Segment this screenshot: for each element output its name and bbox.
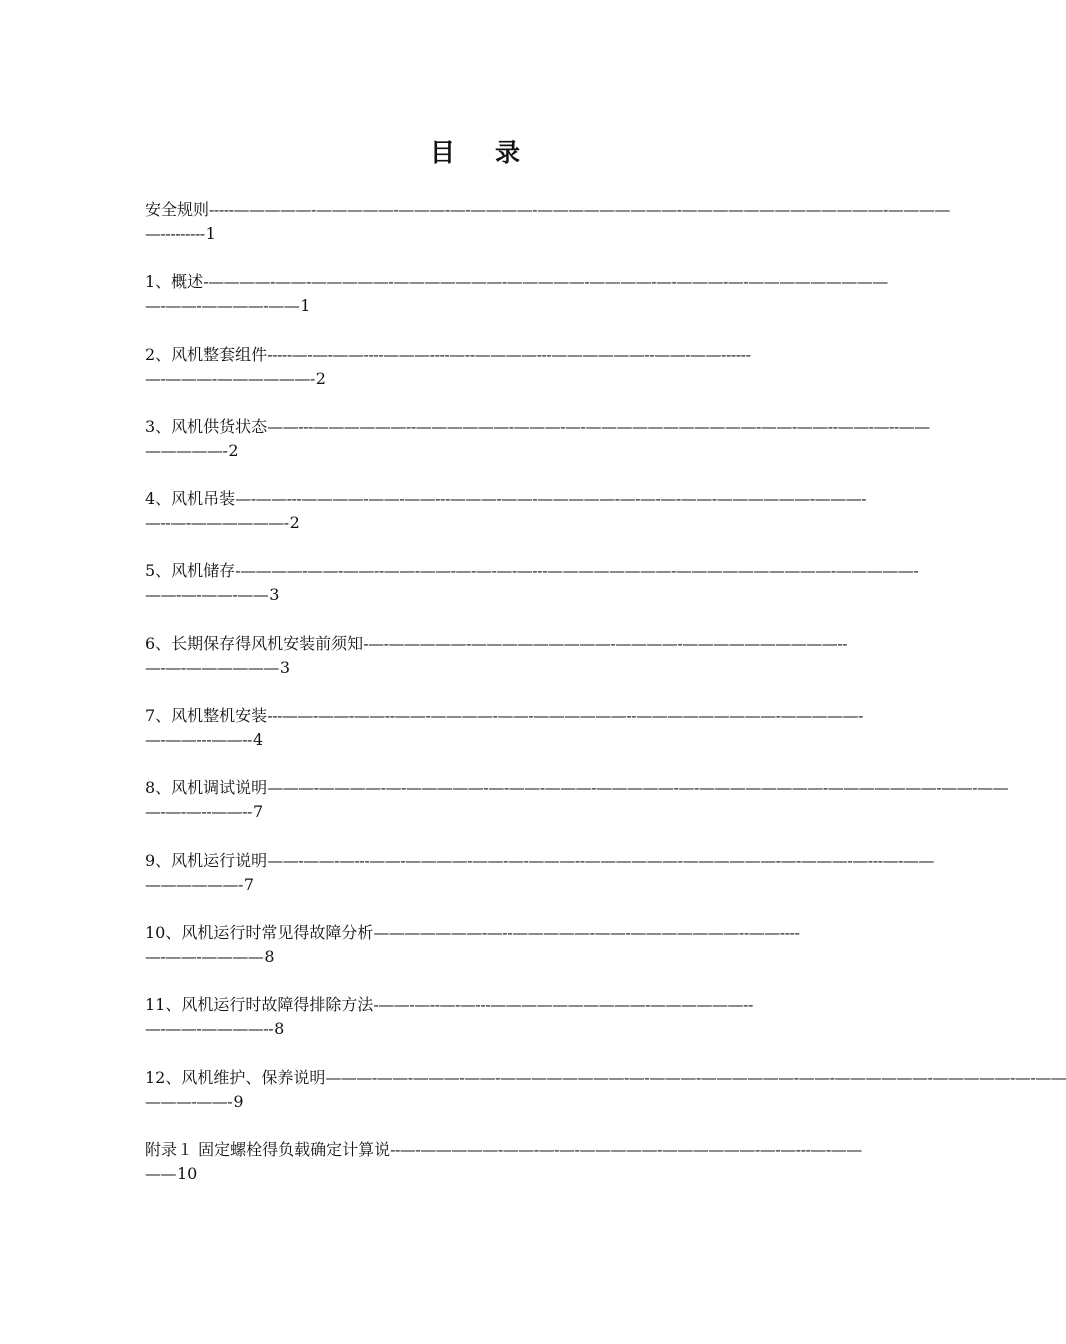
toc-leader: —-—-—————— — [145, 657, 279, 677]
toc-entry-label: 9、风机运行说明 — [145, 850, 268, 870]
toc-entry-label: 8、风机调试说明 — [145, 778, 268, 798]
toc-leader: ——---——————--——————-———-—-———————————-——-——--——-—--—— — [267, 416, 930, 436]
toc-entry-line — [145, 945, 810, 969]
toc-entry-line — [145, 800, 810, 824]
toc-page-number: 9 — [233, 1091, 244, 1111]
toc-page-number: 10 — [177, 1163, 198, 1183]
toc-entry-line — [145, 704, 863, 728]
toc-page-number: 3 — [269, 585, 280, 605]
toc-entry-label: 3、风机供货状态 — [145, 416, 268, 436]
toc-leader: —————- — [145, 440, 228, 460]
toc-leader: —--—-——————- — [145, 513, 289, 533]
toc-leader: -----—-—-——----———----—--————---——————--——-——------ — [267, 344, 751, 364]
toc-entry-label: 1、概述 — [145, 272, 204, 292]
toc-leader: ———————-—--—————-——-———————--——---- — [373, 922, 800, 942]
toc-entry-line — [145, 728, 810, 752]
toc-entry-line — [145, 222, 810, 246]
toc-entry-hoisting[interactable] — [145, 487, 866, 559]
toc-page-number: 7 — [252, 802, 264, 822]
toc-entry-line — [145, 439, 810, 463]
toc-leader: -————-——-——--——-——-—-—-—-—---————————-——————————-—————- — [235, 561, 919, 581]
toc-page-number: 1 — [205, 224, 216, 243]
toc-entry-installation[interactable] — [145, 704, 863, 776]
title-char-1: 目 — [429, 138, 455, 167]
toc-entry-line — [145, 583, 810, 607]
toc-entry-line — [145, 487, 866, 511]
toc-page-number: 8 — [264, 946, 275, 966]
toc-entry-line — [145, 270, 888, 294]
toc-entry-delivery-state[interactable] — [145, 415, 930, 487]
toc-entry-line — [145, 511, 810, 535]
toc-leader: -—-—————-—————————-————-——————————-- — [363, 633, 848, 653]
toc-entry-line — [145, 1066, 1066, 1090]
toc-entry-line — [145, 198, 950, 222]
toc-entry-troubleshooting[interactable] — [145, 993, 810, 1065]
toc-leader: —-——-———— — [145, 946, 264, 966]
toc-leader: —-———-——————- — [145, 368, 315, 388]
toc-entry-maintenance[interactable] — [145, 1066, 1066, 1138]
toc-leader: ——————- — [145, 874, 243, 894]
toc-entry-fan-components[interactable] — [145, 343, 810, 415]
toc-page-number: 1 — [300, 296, 311, 316]
toc-entry-label: 安全规则 — [145, 200, 210, 219]
toc-leader: —-——-————-- — [145, 1019, 274, 1039]
title-char-2: 录 — [495, 138, 521, 167]
toc-leader: —— — [145, 1163, 176, 1183]
toc-entry-label: 2、风机整套组件 — [145, 344, 268, 364]
toc-entry-storage[interactable] — [145, 559, 919, 631]
toc-entry-line — [145, 559, 919, 583]
toc-entry-label: 附录１ 固定螺栓得负载确定计算说 — [145, 1139, 391, 1159]
toc-entry-fault-analysis[interactable] — [145, 921, 810, 993]
toc-entry-line — [145, 415, 930, 439]
toc-entry-line — [145, 367, 810, 391]
toc-leader: ———-——-———-——-————————-—-———-——————-——-——————-—————-—-—— — [325, 1067, 1066, 1087]
toc-entry-label: 4、风机吊装 — [145, 489, 236, 509]
toc-page-number: 7 — [243, 874, 255, 894]
toc-page-number: 2 — [289, 513, 300, 533]
toc-leader: -————-——-—————-———————-—————-————-—-———-—-————————— — [203, 272, 888, 292]
toc-entry-operation[interactable] — [145, 849, 934, 921]
toc-leader: --—-—————-——-—-—-—————-——————-—-—---—-—— — [390, 1139, 862, 1159]
toc-entry-line — [145, 343, 810, 367]
toc-leader: —-——-————-—— — [145, 296, 300, 316]
toc-leader: —-——---——-- — [145, 730, 252, 750]
toc-entry-line — [145, 776, 1009, 800]
toc-entry-line — [145, 993, 810, 1017]
toc-entry-label: 6、长期保存得风机安装前须知 — [145, 633, 364, 653]
toc-entry-line — [145, 1017, 810, 1041]
toc-page-number: 3 — [279, 657, 290, 677]
toc-entry-label: 7、风机整机安装 — [145, 706, 268, 726]
toc-entry-label: 12、风机维护、保养说明 — [145, 1067, 326, 1087]
toc-entry-line — [145, 849, 934, 873]
toc-leader: ---——-——-——--——-————-——-——————--—————————-—————- — [267, 706, 863, 726]
toc-leader: ——-——-—---——-————-——-—-———--——————-——————-—-———-—---—-—— — [267, 850, 934, 870]
toc-entry-label: 10、风机运行时常见得故障分析 — [145, 922, 374, 942]
toc-page-number: 4 — [252, 730, 264, 750]
toc-entry-line — [145, 294, 810, 318]
toc-page-number: 8 — [274, 1019, 285, 1039]
toc-entry-label: 11、风机运行时故障得排除方法 — [145, 995, 374, 1015]
toc-entry-appendix-1[interactable] — [145, 1138, 862, 1210]
toc-page-number: 2 — [228, 440, 239, 460]
toc-leader: ——-—-——-—— — [145, 585, 269, 605]
toc-leader: —--------- — [145, 224, 205, 243]
toc-leader: ———-————-—-—————-—-——-———-—————-—-————————-———————-——-—— — [267, 778, 1009, 798]
page-title — [0, 133, 950, 169]
toc-entry-line — [145, 1162, 810, 1186]
toc-entry-line — [145, 1138, 862, 1162]
toc-entry-commissioning[interactable] — [145, 776, 1009, 848]
toc-leader: —-——---————-——-——---———-——-—————-—-—-—-——-——————-———- — [235, 489, 866, 509]
toc-entry-line — [145, 873, 810, 897]
toc-entry-pre-install-notice[interactable] — [145, 632, 848, 704]
toc-leader: —-—-—--——-- — [145, 802, 252, 822]
toc-entry-line — [145, 656, 810, 680]
toc-entry-label: 5、风机储存 — [145, 561, 236, 581]
toc-leader: ———-——- — [145, 1091, 233, 1111]
toc-entry-safety-rules[interactable] — [145, 198, 950, 270]
toc-entry-line — [145, 921, 810, 945]
toc-entry-overview[interactable] — [145, 270, 888, 342]
toc-entry-line — [145, 632, 848, 656]
toc-page-number: 2 — [315, 368, 326, 388]
toc-entry-line — [145, 1090, 810, 1114]
table-of-contents — [145, 198, 1066, 1210]
toc-leader: -——-—--—-—---——————————-——————-- — [373, 995, 753, 1015]
toc-leader: -----—————-—————-———-—-————-—————————-—————————————-———— — [209, 200, 950, 219]
